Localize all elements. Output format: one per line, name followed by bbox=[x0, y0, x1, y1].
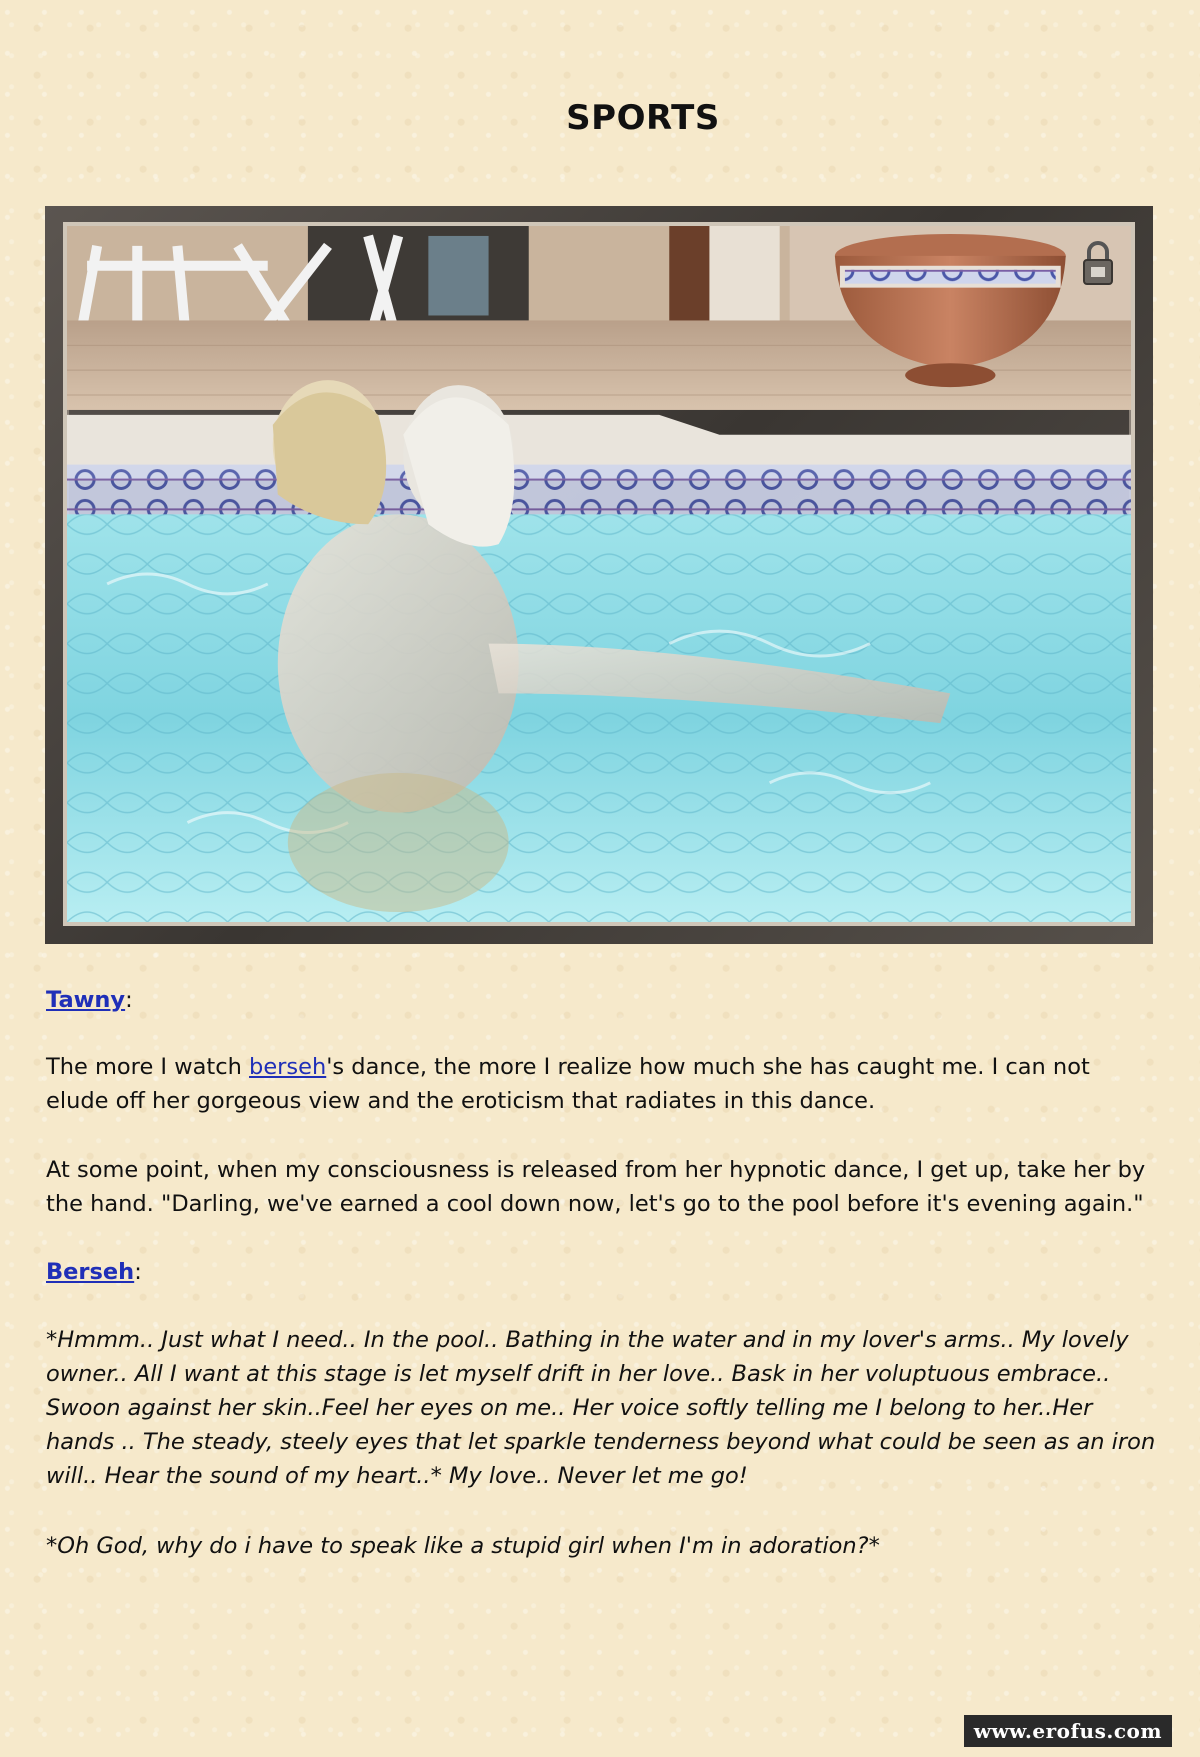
picture-frame bbox=[45, 206, 1153, 944]
pool-scene-image bbox=[63, 222, 1135, 926]
berseh-link[interactable]: berseh bbox=[249, 1054, 327, 1080]
paragraph-berseh-1: *Hmmm.. Just what I need.. In the pool.. Bathing in the water and in my lover's arms.. My lovely owner.. All I want at this stage is let myself drift in her love.. Bask in her voluptuous embrace.. Swoon against her skin..Feel her eyes on me.. Her voice softly telling me I belong to her..Her hands .. The steady, steely eyes that let sparkle tenderness beyond what could be seen as an iron will.. Hear the sound of my heart..* My love.. Never let me go! bbox=[46, 1327, 1156, 1489]
paragraph-tawny-2: At some point, when my consciousness is released from her hypnotic dance, I get up, take her by the hand. "Darling, we've earned a cool down now, let's go to the pool before it's evening again." bbox=[46, 1157, 1146, 1217]
speaker-colon: : bbox=[125, 987, 133, 1013]
speaker-link-tawny[interactable]: Tawny bbox=[46, 987, 126, 1013]
pool-scene-illustration bbox=[67, 226, 1131, 922]
paragraph-text: The more I watch bbox=[46, 1054, 250, 1080]
page-title: SPORTS bbox=[566, 98, 720, 138]
lock-icon bbox=[1081, 240, 1115, 288]
speaker-berseh bbox=[46, 1255, 1156, 1289]
speaker-colon: : bbox=[134, 1259, 142, 1285]
paragraph-berseh-2: *Oh God, why do i have to speak like a stupid girl when I'm in adoration?* bbox=[46, 1533, 880, 1559]
paragraph-tawny-1 bbox=[46, 1050, 1156, 1118]
speaker-tawny bbox=[46, 983, 1156, 1017]
speaker-link-berseh[interactable]: Berseh bbox=[46, 1259, 135, 1285]
paragraph-text: 's dance, the more I realize how much she has caught me. I can not elude off her gorgeous view and the eroticism that radiates in this dance. bbox=[46, 1054, 1090, 1114]
site-watermark: www.erofus.com bbox=[964, 1715, 1172, 1747]
